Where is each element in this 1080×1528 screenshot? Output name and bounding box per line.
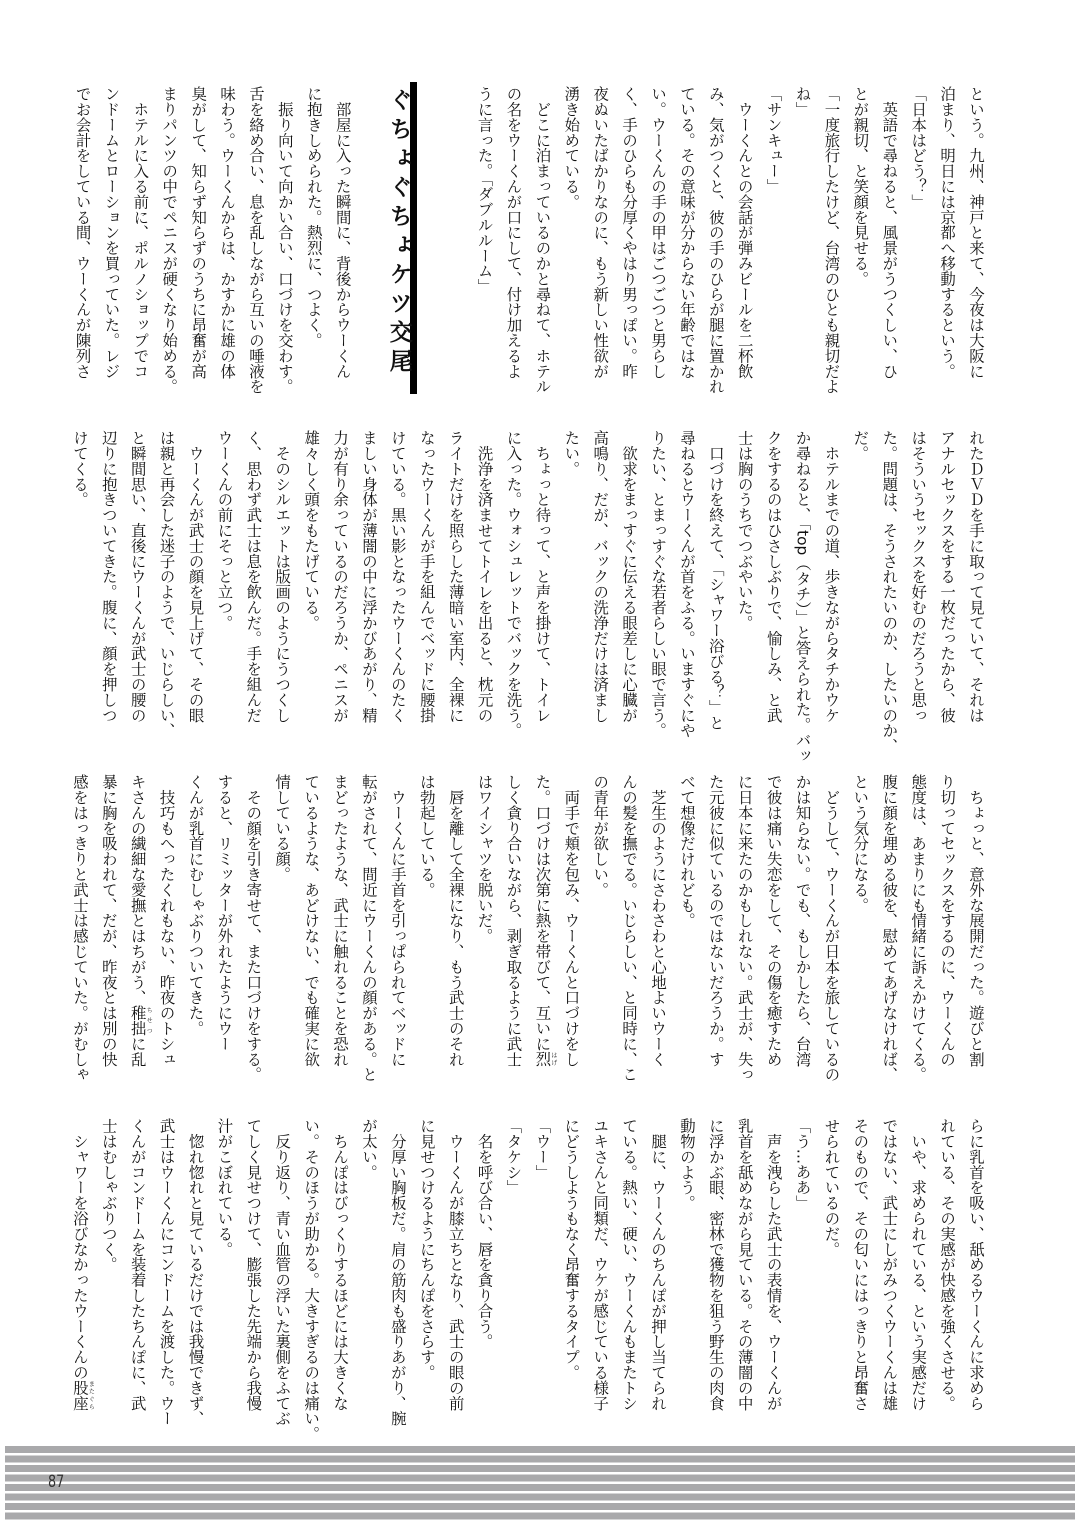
text-column: どこに泊まっているのかと尋ねて、ホテル <box>533 86 552 394</box>
text-column: 腿に、ウーくんのちんぽが押し当てられ <box>649 1118 668 1411</box>
text-column: けてくる。 <box>70 430 89 507</box>
text-column: 腹に顔を埋める彼を、慰めてあげなければ、 <box>880 774 899 1082</box>
text-column: ウーくんに手首を引っぱられてベッドに <box>388 774 407 1067</box>
text-column: 士はむしゃぶりつく。 <box>99 1118 118 1272</box>
text-column: が太い。 <box>359 1118 378 1180</box>
text-column: てしく見せつけて、膨張した先端から我慢 <box>244 1118 263 1411</box>
ruby-text <box>128 1005 153 1036</box>
text-column: 動物のよう。 <box>677 1118 696 1211</box>
text-column <box>65 1118 94 1430</box>
text-column: なったウーくんが手を組んでベッドに腰掛 <box>417 430 436 723</box>
text-column: か尋ねると、「top（タチ）」と答えられた。バッ <box>793 430 812 764</box>
text-column: 夜ぬいたばかりなのに、もう新しい性欲が <box>591 86 610 379</box>
text-column: い。ウーくんの手の甲はごつごつと男らし <box>649 86 668 379</box>
text-column: 技巧もへったくれもない、昨夜のトシュ <box>157 774 176 1067</box>
text-column: ユキさんと同類だ、ウケが感じている様子 <box>591 1118 610 1411</box>
text-column: 英語で尋ねると、風景がうつくしい、ひ <box>880 86 899 379</box>
text-column: そのシルエットは版画のようにうつくし <box>273 430 292 723</box>
text-column: べて想像だけれども。 <box>677 774 696 928</box>
text-column: 雄々しく頭をもたげている。 <box>302 430 321 631</box>
text-tier-4 <box>65 1118 990 1442</box>
text-column: に日本に来たのかもしれない。武士が、失っ <box>735 774 754 1082</box>
text-column: 感をはっきりと武士は感じていた。がむしゃ <box>70 774 89 1082</box>
text-column: ね」 <box>793 86 812 117</box>
text-tier-2 <box>65 430 990 764</box>
text-column: み、気がつくと、彼の手のひらが腿に置かれ <box>706 86 725 394</box>
text-column: に浮かぶ眼、密林で獲物を狙う野生の肉食 <box>706 1118 725 1411</box>
text-column: その顔を引き寄せて、また口づけをする。 <box>244 774 263 1082</box>
text-column: た元彼に似ているのではないだろうか。す <box>706 774 725 1067</box>
text-column: 臭がして、知らず知らずのうちに昂奮が高 <box>189 86 208 379</box>
text-column: 洗浄を済ませてトイレを出ると、枕元の <box>475 430 494 723</box>
text-column: でお会計をしている間、ウーくんが陳列さ <box>73 86 92 379</box>
text-column: クをするのはひさしぶりで、愉しみ、と武 <box>764 430 783 723</box>
ruby-reading: またぐら <box>87 1379 95 1411</box>
section-heading-text: ぐちょぐちょケツ交尾 <box>385 88 412 378</box>
text-column: という。九州、神戸と来て、今夜は大阪に <box>967 86 985 379</box>
text-column: ホテルに入る前に、ポルノショップでコ <box>131 86 150 379</box>
text-column: 欲求をまっすぐに伝える眼差しに心臓が <box>620 430 639 723</box>
text-column: 武士はウーくんにコンドームを渡した。ウー <box>157 1118 176 1426</box>
ruby-base: 烈 <box>533 1051 552 1067</box>
text-column: 泊まり、明日には京都へ移動するという。 <box>938 86 957 379</box>
text-column: たい。 <box>562 430 581 477</box>
text-column: 「ウー」 <box>533 1118 552 1180</box>
text-column: どうして、ウーくんが日本を旅しているの <box>822 774 841 1082</box>
text-column: 「う…ああ」 <box>793 1118 812 1211</box>
text-column: 分厚い胸板だ。肩の筋肉も盛りあがり、腕 <box>388 1118 407 1426</box>
text-column: ンドームとローションを買っていた。レジ <box>102 86 121 379</box>
text-column: 湧き始めている。 <box>562 86 581 210</box>
text-column: 芝生のようにさわさわと心地よいウーく <box>649 774 668 1067</box>
text-column: り切ってセックスをするのに、ウーくんの <box>938 774 957 1067</box>
text-column: 「タケシ」 <box>504 1118 523 1195</box>
text-column: 高鳴り、だが、バックの洗浄だけは済まし <box>591 430 610 723</box>
page-number: 87 <box>48 1472 65 1492</box>
text-tier-3 <box>65 774 990 1086</box>
text-column: はワイシャツを脱いだ。 <box>475 774 494 944</box>
ruby-reading: はげ <box>549 1051 557 1067</box>
text-column: 唇を離して全裸になり、もう武士のそれ <box>446 774 465 1067</box>
text-column: 「一度旅行したけど、台湾のひとも親切だよ <box>822 86 841 394</box>
text-column: の名をウーくんが口にして、付け加えるよ <box>504 86 523 379</box>
text-column <box>123 774 152 1086</box>
text-column: ウーくんが膝立ちとなり、武士の眼の前 <box>446 1118 465 1411</box>
text-column: うに言った。「ダブルルーム」 <box>475 86 494 294</box>
text-column: 情している顔。 <box>273 774 292 882</box>
text-column: という気分になる。 <box>851 774 870 913</box>
text-column: 名を呼び合い、唇を貪り合う。 <box>475 1118 494 1349</box>
text-column: くんがコンドームを装着したちんぽに、武 <box>128 1118 147 1411</box>
text-column: せられているのだ。 <box>822 1118 841 1257</box>
text-column: まどったような、武士に触れることを恐れ <box>331 774 350 1067</box>
text-column: 両手で頬を包み、ウーくんと口づけをし <box>562 774 581 1067</box>
ruby-reading: ちせつ <box>145 1005 153 1036</box>
text-column: 口づけを終えて、「シャワー浴びる？」と <box>706 430 725 731</box>
text-column: ウーくんとの会話が弾みビールを二杯飲 <box>735 86 754 379</box>
text-column: ちょっと、意外な展開だった。遊びと割 <box>967 774 985 1067</box>
text-column: 味わう。ウーくんからは、かすかに雄の体 <box>218 86 237 379</box>
text-column: 転がされて、間近にウーくんの顔がある。と <box>359 774 378 1082</box>
text-column: 「サンキュー」 <box>764 86 783 194</box>
text-column: ている。熱い、硬い、ウーくんもまたトシ <box>620 1118 639 1411</box>
text-column: は勃起している。 <box>417 774 436 898</box>
text-column: れている、その実感が快感を強くさせる。 <box>938 1118 957 1411</box>
text-column: で彼は痛い失恋をして、その傷を癒すため <box>764 774 783 1067</box>
text-column: と瞬間思い、直後にウーくんが武士の腰の <box>128 430 147 723</box>
text-column: だ。 <box>851 430 870 461</box>
text-column: ましい身体が薄闇の中に浮かびあがり、精 <box>359 430 378 723</box>
footer-stripes <box>5 1446 1075 1522</box>
text-column: 汁がこぼれている。 <box>215 1118 234 1257</box>
text-column: 態度は、あまりにも情緒に訴えかけてくる。 <box>909 774 928 1082</box>
text-column: た。問題は、そうされたいのか、したいのか、 <box>880 430 899 754</box>
text-column: アナルセックスをする一枚だったから、彼 <box>938 430 957 723</box>
text-column: 士は胸のうちでつぶやいた。 <box>735 430 754 631</box>
text-column: そのもので、その匂いにはっきりと昂奮さ <box>851 1118 870 1411</box>
text-column: らに乳首を吸い、舐めるウーくんに求めら <box>967 1118 985 1411</box>
text-column: ているような、あどけない、でも確実に欲 <box>302 774 321 1067</box>
text-column: い。そのほうが助かる。大きすぎるのは痛い。 <box>302 1118 321 1442</box>
text-segment: キさんの繊細な愛撫とはちがう、 <box>128 774 147 1005</box>
text-column: ホテルまでの道、歩きながらタチかウケ <box>822 430 841 723</box>
text-column: く、思わず武士は息を飲んだ。手を組んだ <box>244 430 263 723</box>
text-column: りたい、とまっすぐな若者らしい眼で言う。 <box>649 430 668 738</box>
text-column: ウーくんが武士の顔を見上げて、その眼 <box>186 430 205 723</box>
text-column: れたＤＶＤを手に取って見ていて、それは <box>967 430 985 723</box>
text-column: に抱きしめられた。熱烈に、つよく。 <box>304 86 323 348</box>
text-column: いや、求められている、という実感だけ <box>909 1118 928 1411</box>
text-column: 「日本はどう？」 <box>909 86 928 210</box>
text-column: く、手のひらも分厚くやはり男っぽい。昨 <box>620 86 639 379</box>
text-column: ちょっと待って、と声を掛けて、トイレ <box>533 430 552 723</box>
text-column: くんが乳首にむしゃぶりついてきた。 <box>186 774 205 1036</box>
text-column: けている。黒い影となったウーくんのたく <box>388 430 407 723</box>
text-column: 乳首を舐めながら見ている。その薄闇の中 <box>735 1118 754 1411</box>
text-column: ではない、武士にしがみつくウーくんは雄 <box>880 1118 899 1411</box>
text-column: に入った。ウォシュレットでバックを洗う。 <box>504 430 523 738</box>
ruby-text <box>533 1051 557 1067</box>
text-column: 尋ねるとウーくんが首をふる。いますぐにや <box>677 430 696 738</box>
text-column: ライトだけを照らした薄暗い室内、全裸に <box>446 430 465 723</box>
text-column: にどうしようもなく昂奮するタイプ。 <box>562 1118 581 1380</box>
text-column: んの髪を撫でる。いじらしい、と同時に、こ <box>620 774 639 1082</box>
text-column: に見せつけるようにちんぽをさらす。 <box>417 1118 436 1380</box>
text-segment: た。口づけは次第に熱を帯びて、互いに <box>533 774 552 1052</box>
text-column <box>528 774 557 1086</box>
text-segment: シャワーを浴びなかったウーくんの <box>70 1118 89 1380</box>
text-column: 振り向いて向かい合い、口づけを交わす。 <box>275 86 294 394</box>
text-column: の青年が欲しい。 <box>591 774 610 898</box>
text-column: 反り返り、青い血管の浮いた裏側をふてぶ <box>273 1118 292 1426</box>
text-column: 声を洩らした武士の表情を、ウーくんが <box>764 1118 783 1411</box>
text-column: しく貪り合いながら、剥ぎ取るように武士 <box>504 774 523 1067</box>
text-column: 暴に胸を吸われて、だが、昨夜とは別の快 <box>99 774 118 1067</box>
text-column: 部屋に入った瞬間に、背後からウーくん <box>333 86 352 379</box>
text-column: とが親切、と笑顔を見せる。 <box>851 86 870 287</box>
text-column: まりパンツの中でペニスが硬くなり始める。 <box>160 86 179 394</box>
text-column: かは知らない。でも、もしかしたら、台湾 <box>793 774 812 1067</box>
text-column: 辺りに抱きついてきた。腹に、顔を押しつ <box>99 430 118 723</box>
ruby-text <box>70 1379 95 1411</box>
text-column: ちんぽはびっくりするほどには大きくな <box>331 1118 350 1411</box>
section-heading <box>357 86 470 398</box>
text-column: 惚れ惚れと見ているだけでは我慢できず、 <box>186 1118 205 1426</box>
text-column: ている。その意味が分からない年齢ではな <box>677 86 696 379</box>
text-column: 力が有り余っているのだろうか、ペニスが <box>331 430 350 723</box>
text-column: はそういうセックスを好むのだろうと思っ <box>909 430 928 723</box>
text-column: 舌を絡め合い、息を乱しながら互いの唾液を <box>246 86 265 394</box>
text-segment: に乱 <box>128 1035 147 1067</box>
text-column: は親と再会した迷子のようで、いじらしい、 <box>157 430 176 738</box>
text-column: すると、リミッターが外れたようにウー <box>215 774 234 1052</box>
text-tier-1 <box>68 86 990 398</box>
ruby-base: 股座 <box>70 1379 89 1411</box>
text-column: ウーくんの前にそっと立つ。 <box>215 430 234 631</box>
ruby-base: 稚拙 <box>128 1005 147 1036</box>
